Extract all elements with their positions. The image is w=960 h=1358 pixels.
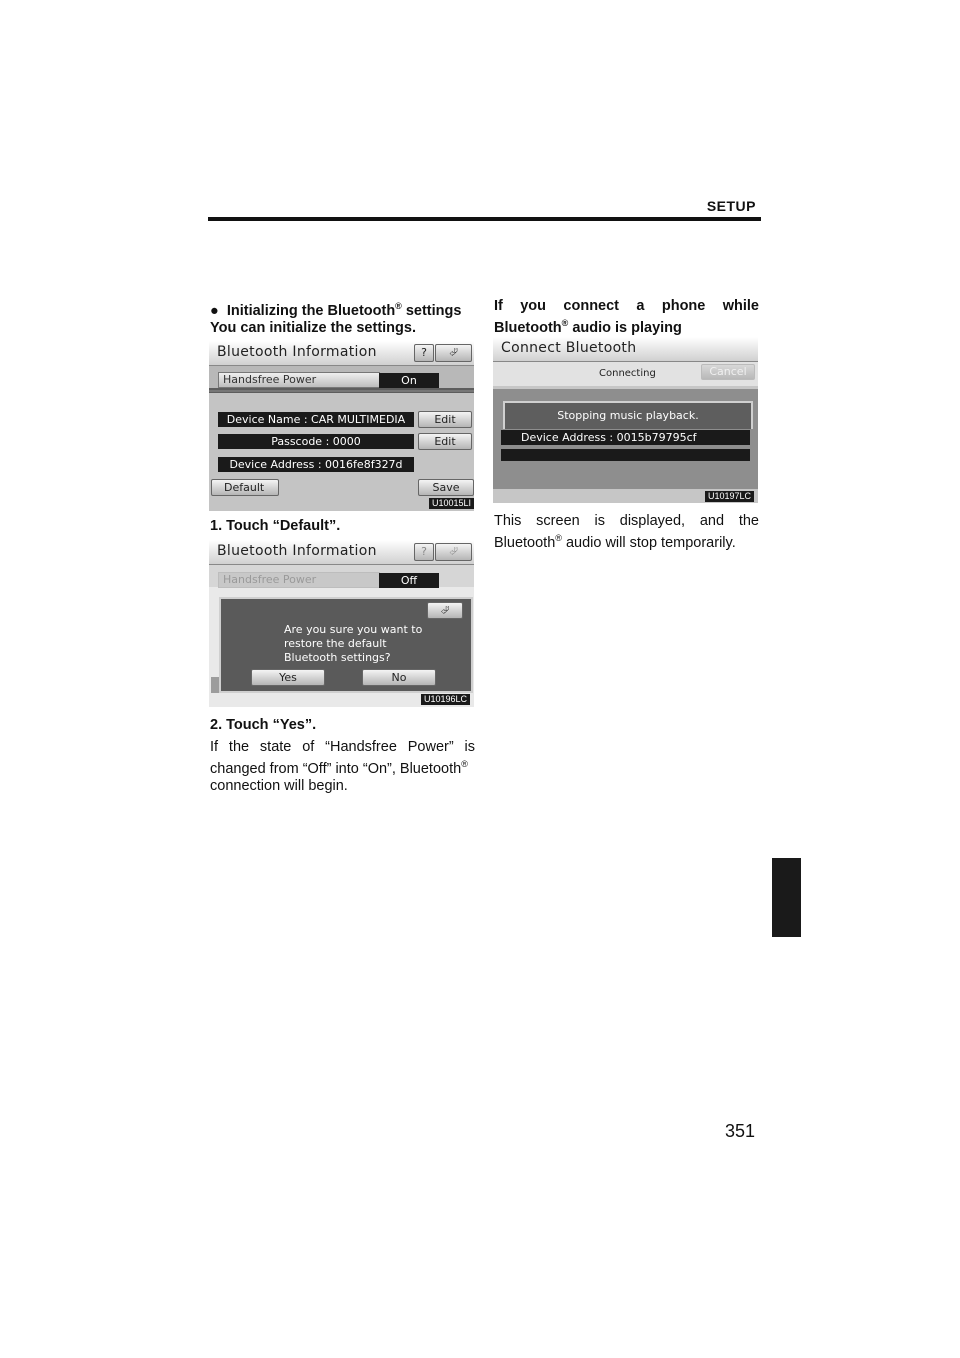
step-1: 1. Touch “Default”. <box>210 518 341 534</box>
screen-title: Bluetooth Information <box>217 344 377 360</box>
yes-button[interactable]: Yes <box>251 669 325 686</box>
back-button[interactable] <box>435 543 472 561</box>
save-button[interactable]: Save <box>418 479 474 496</box>
handsfree-power-toggle[interactable]: Off <box>379 573 439 588</box>
help-button[interactable]: ? <box>414 344 434 362</box>
chapter-tab <box>772 858 801 937</box>
figure-code: U10015LI <box>429 498 474 509</box>
header-rule <box>208 217 761 221</box>
dialog-back-button[interactable] <box>427 602 463 619</box>
dialog-message: Are you sure you want to restore the default Bluetooth settings? <box>284 623 423 664</box>
handsfree-power-label: Handsfree Power <box>218 572 380 588</box>
status-message: Stopping music playback. <box>503 401 753 429</box>
default-button[interactable]: Default <box>211 479 279 496</box>
passcode-field: Passcode : 0000 <box>218 434 414 449</box>
device-name-edit-button[interactable]: Edit <box>418 411 472 428</box>
screen-title-bar <box>493 337 758 362</box>
figure-code: U10197LC <box>705 491 754 502</box>
screen-title: Connect Bluetooth <box>501 340 637 356</box>
device-address-field: Device Address : 0015b79795cf <box>501 430 750 445</box>
intro-text: You can initialize the settings. <box>210 320 416 336</box>
passcode-edit-button[interactable]: Edit <box>418 433 472 450</box>
page-number: 351 <box>724 1121 755 1141</box>
step-2: 2. Touch “Yes”. <box>210 717 317 733</box>
bullet-icon: ● <box>210 302 219 319</box>
confirm-dialog <box>219 597 473 693</box>
section-heading: ● Initializing the Bluetooth® settings <box>210 301 462 319</box>
right-note: This screen is displayed, and the Bluetooth® audio will stop temporarily. <box>494 513 759 551</box>
device-address-field: Device Address : 0016fe8f327d <box>218 457 414 472</box>
no-button[interactable]: No <box>362 669 436 686</box>
bluetooth-info-screen <box>209 341 474 511</box>
connect-bluetooth-screen <box>493 337 758 503</box>
screen-title-bar <box>209 540 474 565</box>
figure-code: U10196LC <box>421 694 470 705</box>
device-name-field: Device Name : CAR MULTIMEDIA <box>218 412 414 427</box>
return-arrow-icon: ⮰ <box>449 346 458 359</box>
return-arrow-icon: ⮰ <box>449 545 458 558</box>
restore-default-screen <box>209 540 474 707</box>
step-2-note: If the state of “Handsfree Power” is changed from “Off” into “On”, Bluetooth® connection will begin. <box>210 739 475 794</box>
return-arrow-icon: ⮰ <box>440 604 450 617</box>
screen-title-bar <box>209 341 474 366</box>
help-button[interactable]: ? <box>414 543 434 561</box>
connection-status: Connecting <box>599 368 656 379</box>
screen-title: Bluetooth Information <box>217 543 377 559</box>
section-title: SETUP <box>706 198 756 214</box>
handsfree-power-label: Handsfree Power <box>218 372 380 388</box>
cancel-button[interactable]: Cancel <box>701 364 755 380</box>
handsfree-power-toggle[interactable]: On <box>379 373 439 388</box>
section-heading-right: If you connect a phone while Bluetooth® audio is playing <box>494 298 759 336</box>
back-button[interactable] <box>435 344 472 362</box>
